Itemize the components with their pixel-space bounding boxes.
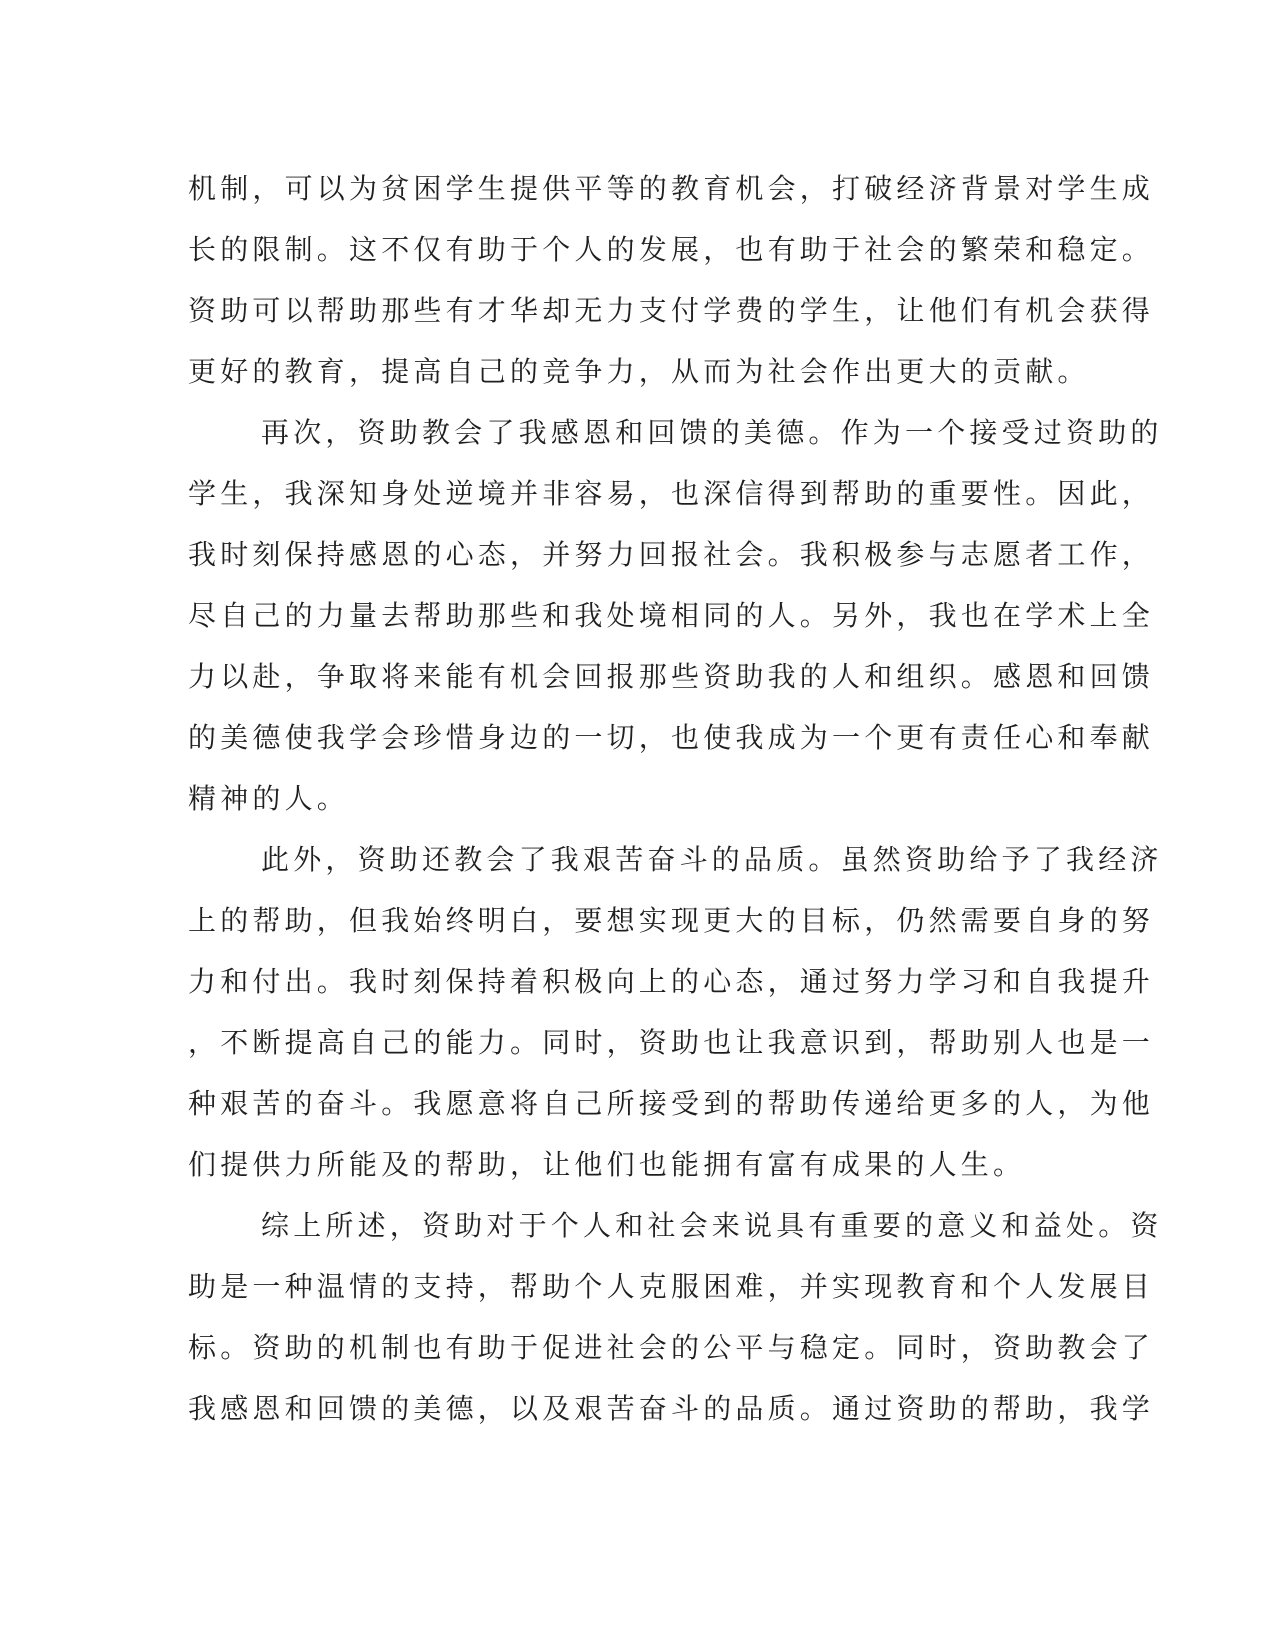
text-line: ，不断提高自己的能力。同时，资助也让我意识到，帮助别人也是一: [188, 1026, 1155, 1059]
paragraph-start-line: 再次，资助教会了我感恩和回馈的美德。作为一个接受过资助的: [261, 416, 1163, 449]
text-line: 我感恩和回馈的美德，以及艰苦奋斗的品质。通过资助的帮助，我学: [188, 1392, 1155, 1425]
text-line: 们提供力所能及的帮助，让他们也能拥有富有成果的人生。: [188, 1148, 1026, 1181]
text-line: 学生，我深知身处逆境并非容易，也深信得到帮助的重要性。因此，: [188, 477, 1155, 510]
paragraph-start-line: 综上所述，资助对于个人和社会来说具有重要的意义和益处。资: [261, 1209, 1163, 1242]
text-line: 助是一种温情的支持，帮助个人克服困难，并实现教育和个人发展目: [188, 1270, 1155, 1303]
text-line: 长的限制。这不仅有助于个人的发展，也有助于社会的繁荣和稳定。: [188, 233, 1155, 266]
text-line: 更好的教育，提高自己的竞争力，从而为社会作出更大的贡献。: [188, 355, 1090, 388]
text-line: 标。资助的机制也有助于促进社会的公平与稳定。同时，资助教会了: [188, 1331, 1155, 1364]
paragraph-start-line: 此外，资助还教会了我艰苦奋斗的品质。虽然资助给予了我经济: [261, 843, 1163, 876]
text-line: 力和付出。我时刻保持着积极向上的心态，通过努力学习和自我提升: [188, 965, 1155, 998]
text-line: 精神的人。: [188, 782, 350, 815]
body-text: [188, 158, 1163, 1439]
text-line: 力以赴，争取将来能有机会回报那些资助我的人和组织。感恩和回馈: [188, 660, 1155, 693]
text-line: 上的帮助，但我始终明白，要想实现更大的目标，仍然需要自身的努: [188, 904, 1155, 937]
text-line: 的美德使我学会珍惜身边的一切，也使我成为一个更有责任心和奉献: [188, 721, 1155, 754]
text-line: 资助可以帮助那些有才华却无力支付学费的学生，让他们有机会获得: [188, 294, 1155, 327]
text-line: 种艰苦的奋斗。我愿意将自己所接受到的帮助传递给更多的人，为他: [188, 1087, 1155, 1120]
text-line: 机制，可以为贫困学生提供平等的教育机会，打破经济背景对学生成: [188, 172, 1155, 205]
text-line: 尽自己的力量去帮助那些和我处境相同的人。另外，我也在学术上全: [188, 599, 1155, 632]
text-line: 我时刻保持感恩的心态，并努力回报社会。我积极参与志愿者工作，: [188, 538, 1155, 571]
